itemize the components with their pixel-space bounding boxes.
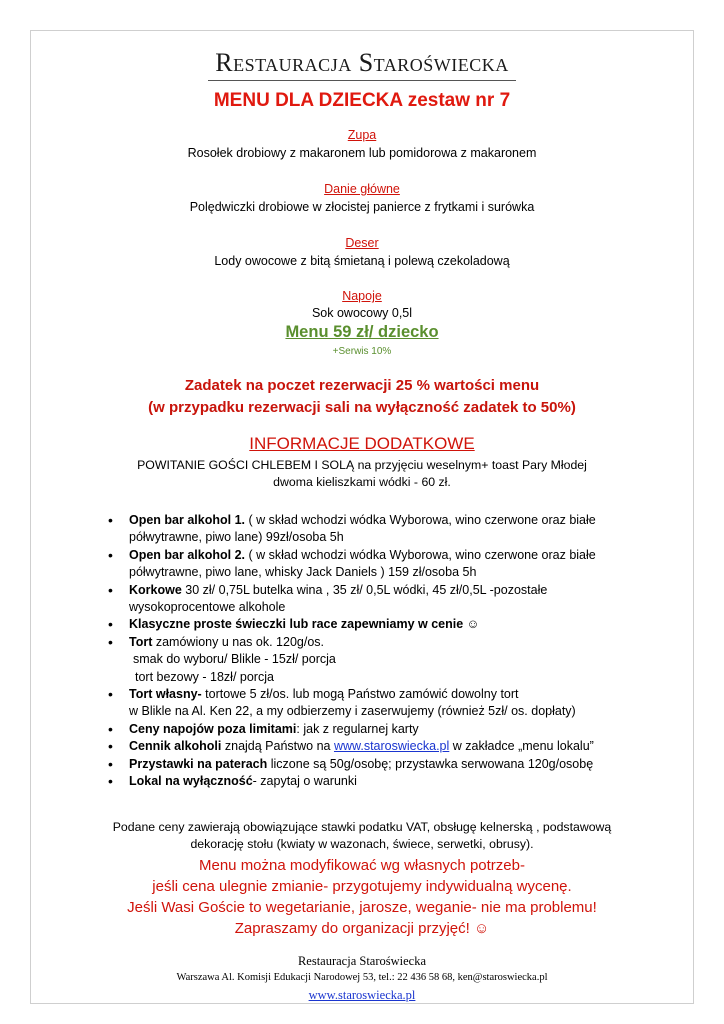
soup-heading: Zupa: [347, 128, 377, 142]
list-item: [108, 547, 648, 582]
list-item: [108, 634, 648, 686]
footer-website-link[interactable]: www.staroswiecka.pl: [308, 988, 416, 1002]
bullet-label: Lokal na wyłączność: [129, 774, 253, 789]
drinks-heading: Napoje: [342, 289, 382, 303]
bullet-text: zamówiony u nas ok. 120g/os.: [152, 634, 324, 649]
bullet-label: Korkowe: [129, 582, 182, 597]
logo-underline: [208, 80, 516, 81]
soup-item: Rosołek drobiowy z makaronem lub pomidorowa z makaronem: [187, 146, 537, 160]
bullet-label: Open bar alkohol 2.: [129, 547, 245, 562]
bullet-text: 30 zł/ 0,75L butelka wina , 35 zł/ 0,5L wódki, 45 zł/0,5L -pozostałe: [181, 582, 548, 597]
bullet-label: Tort: [129, 634, 153, 649]
vat-note-line-2: dekorację stołu (kwiaty w wazonach, świece, serwetki, obrusy).: [190, 837, 534, 851]
deposit-line-1: Zadatek na poczet rezerwacji 25 % wartości menu: [184, 377, 540, 394]
info-list: [108, 512, 648, 791]
bullet-text: tortowe 5 zł/os. lub mogą Państwo zamówić dowolny tort: [201, 687, 519, 702]
footer-name: Restauracja Staroświecka: [297, 954, 427, 968]
closing-line-3: Jeśli Wasi Goście to wegetarianie, jarosze, weganie- nie ma problemu!: [127, 899, 597, 916]
info-heading: INFORMACJE DODATKOWE: [249, 434, 475, 453]
list-item: [108, 512, 648, 547]
bullet-text: ( w skład wchodzi wódka Wyborowa, wino czerwone oraz białe: [245, 513, 596, 527]
website-link[interactable]: www.staroswiecka.pl: [333, 739, 450, 754]
welcome-line-1: POWITANIE GOŚCI CHLEBEM I SOLĄ na przyjęciu weselnym+ toast Pary Młodej: [137, 458, 587, 472]
bullet-label: Cennik alkoholi: [129, 739, 222, 754]
drinks-item: Sok owocowy 0,5l: [311, 306, 413, 320]
bullet-text: ( w skład wchodzi wódka Wyborowa, wino czerwone oraz białe: [245, 547, 596, 562]
dessert-heading: Deser: [345, 236, 379, 250]
bullet-text: tort bezowy - 18zł/ porcja: [135, 669, 274, 684]
service-charge: +Serwis 10%: [332, 346, 392, 357]
list-item: [108, 686, 648, 721]
closing-line-4: Zapraszamy do organizacji przyjęć! ☺: [234, 920, 490, 937]
menu-title: MENU DLA DZIECKA zestaw nr 7: [213, 90, 511, 111]
list-item: [108, 582, 648, 617]
bullet-text: w Blikle na Al. Ken 22, a my odbierzemy i zaserwujemy (również 5zł/ os. dopłaty): [129, 704, 576, 719]
closing-line-2: jeśli cena ulegnie zmianie- przygotujemy indywidualną wycenę.: [152, 878, 572, 895]
vat-note-line-1: Podane ceny zawierają obowiązujące stawki podatku VAT, obsługę kelnerską , podstawową: [112, 820, 612, 834]
list-item: [108, 773, 648, 790]
list-item: [108, 721, 648, 738]
deposit-line-2: (w przypadku rezerwacji sali na wyłączność zadatek to 50%): [148, 399, 576, 416]
bullet-label: Ceny napojów poza limitami: [129, 721, 297, 736]
bullet-text: : jak z regularnej karty: [296, 721, 419, 736]
main-item: Polędwiczki drobiowe w złocistej panierce z frytkami i surówka: [189, 200, 535, 214]
bullet-text: smak do wyboru/ Blikle - 15zł/ porcja: [133, 652, 336, 667]
bullet-label: Przystawki na paterach: [129, 756, 268, 771]
list-item: [108, 738, 648, 755]
bullet-text: liczone są 50g/osobę; przystawka serwowana 120g/osobę: [267, 756, 594, 771]
closing-line-1: Menu można modyfikować wg własnych potrzeb-: [199, 857, 525, 874]
main-heading: Danie główne: [324, 182, 400, 196]
menu-price: Menu 59 zł/ dziecko: [285, 323, 439, 341]
dessert-item: Lody owocowe z bitą śmietaną i polewą czekoladową: [214, 254, 510, 268]
bullet-text: półwytrawne, piwo lane) 99zł/osoba 5h: [129, 530, 344, 545]
bullet-label: Open bar alkohol 1.: [129, 513, 245, 527]
bullet-label: Klasyczne proste świeczki lub race zapewniamy w cenie ☺: [129, 617, 480, 632]
list-item: [108, 616, 648, 633]
welcome-line-2: dwoma kieliszkami wódki - 60 zł.: [273, 475, 451, 489]
bullet-text: wysokoprocentowe alkohole: [129, 600, 286, 615]
bullet-text: znajdą Państwo na: [221, 739, 334, 754]
list-item: [108, 756, 648, 773]
bullet-text: półwytrawne, piwo lane, whisky Jack Daniels ) 159 zł/osoba 5h: [129, 565, 477, 580]
bullet-text: w zakładce „menu lokalu”: [449, 739, 594, 754]
restaurant-logo: Restauracja Staroświecka: [215, 48, 509, 77]
footer-address: Warszawa Al. Komisji Edukacji Narodowej 53, tel.: 22 436 58 68, ken@staroswiecka.pl: [176, 972, 548, 983]
bullet-text: - zapytaj o warunki: [252, 774, 357, 789]
bullet-label: Tort własny-: [129, 687, 202, 702]
